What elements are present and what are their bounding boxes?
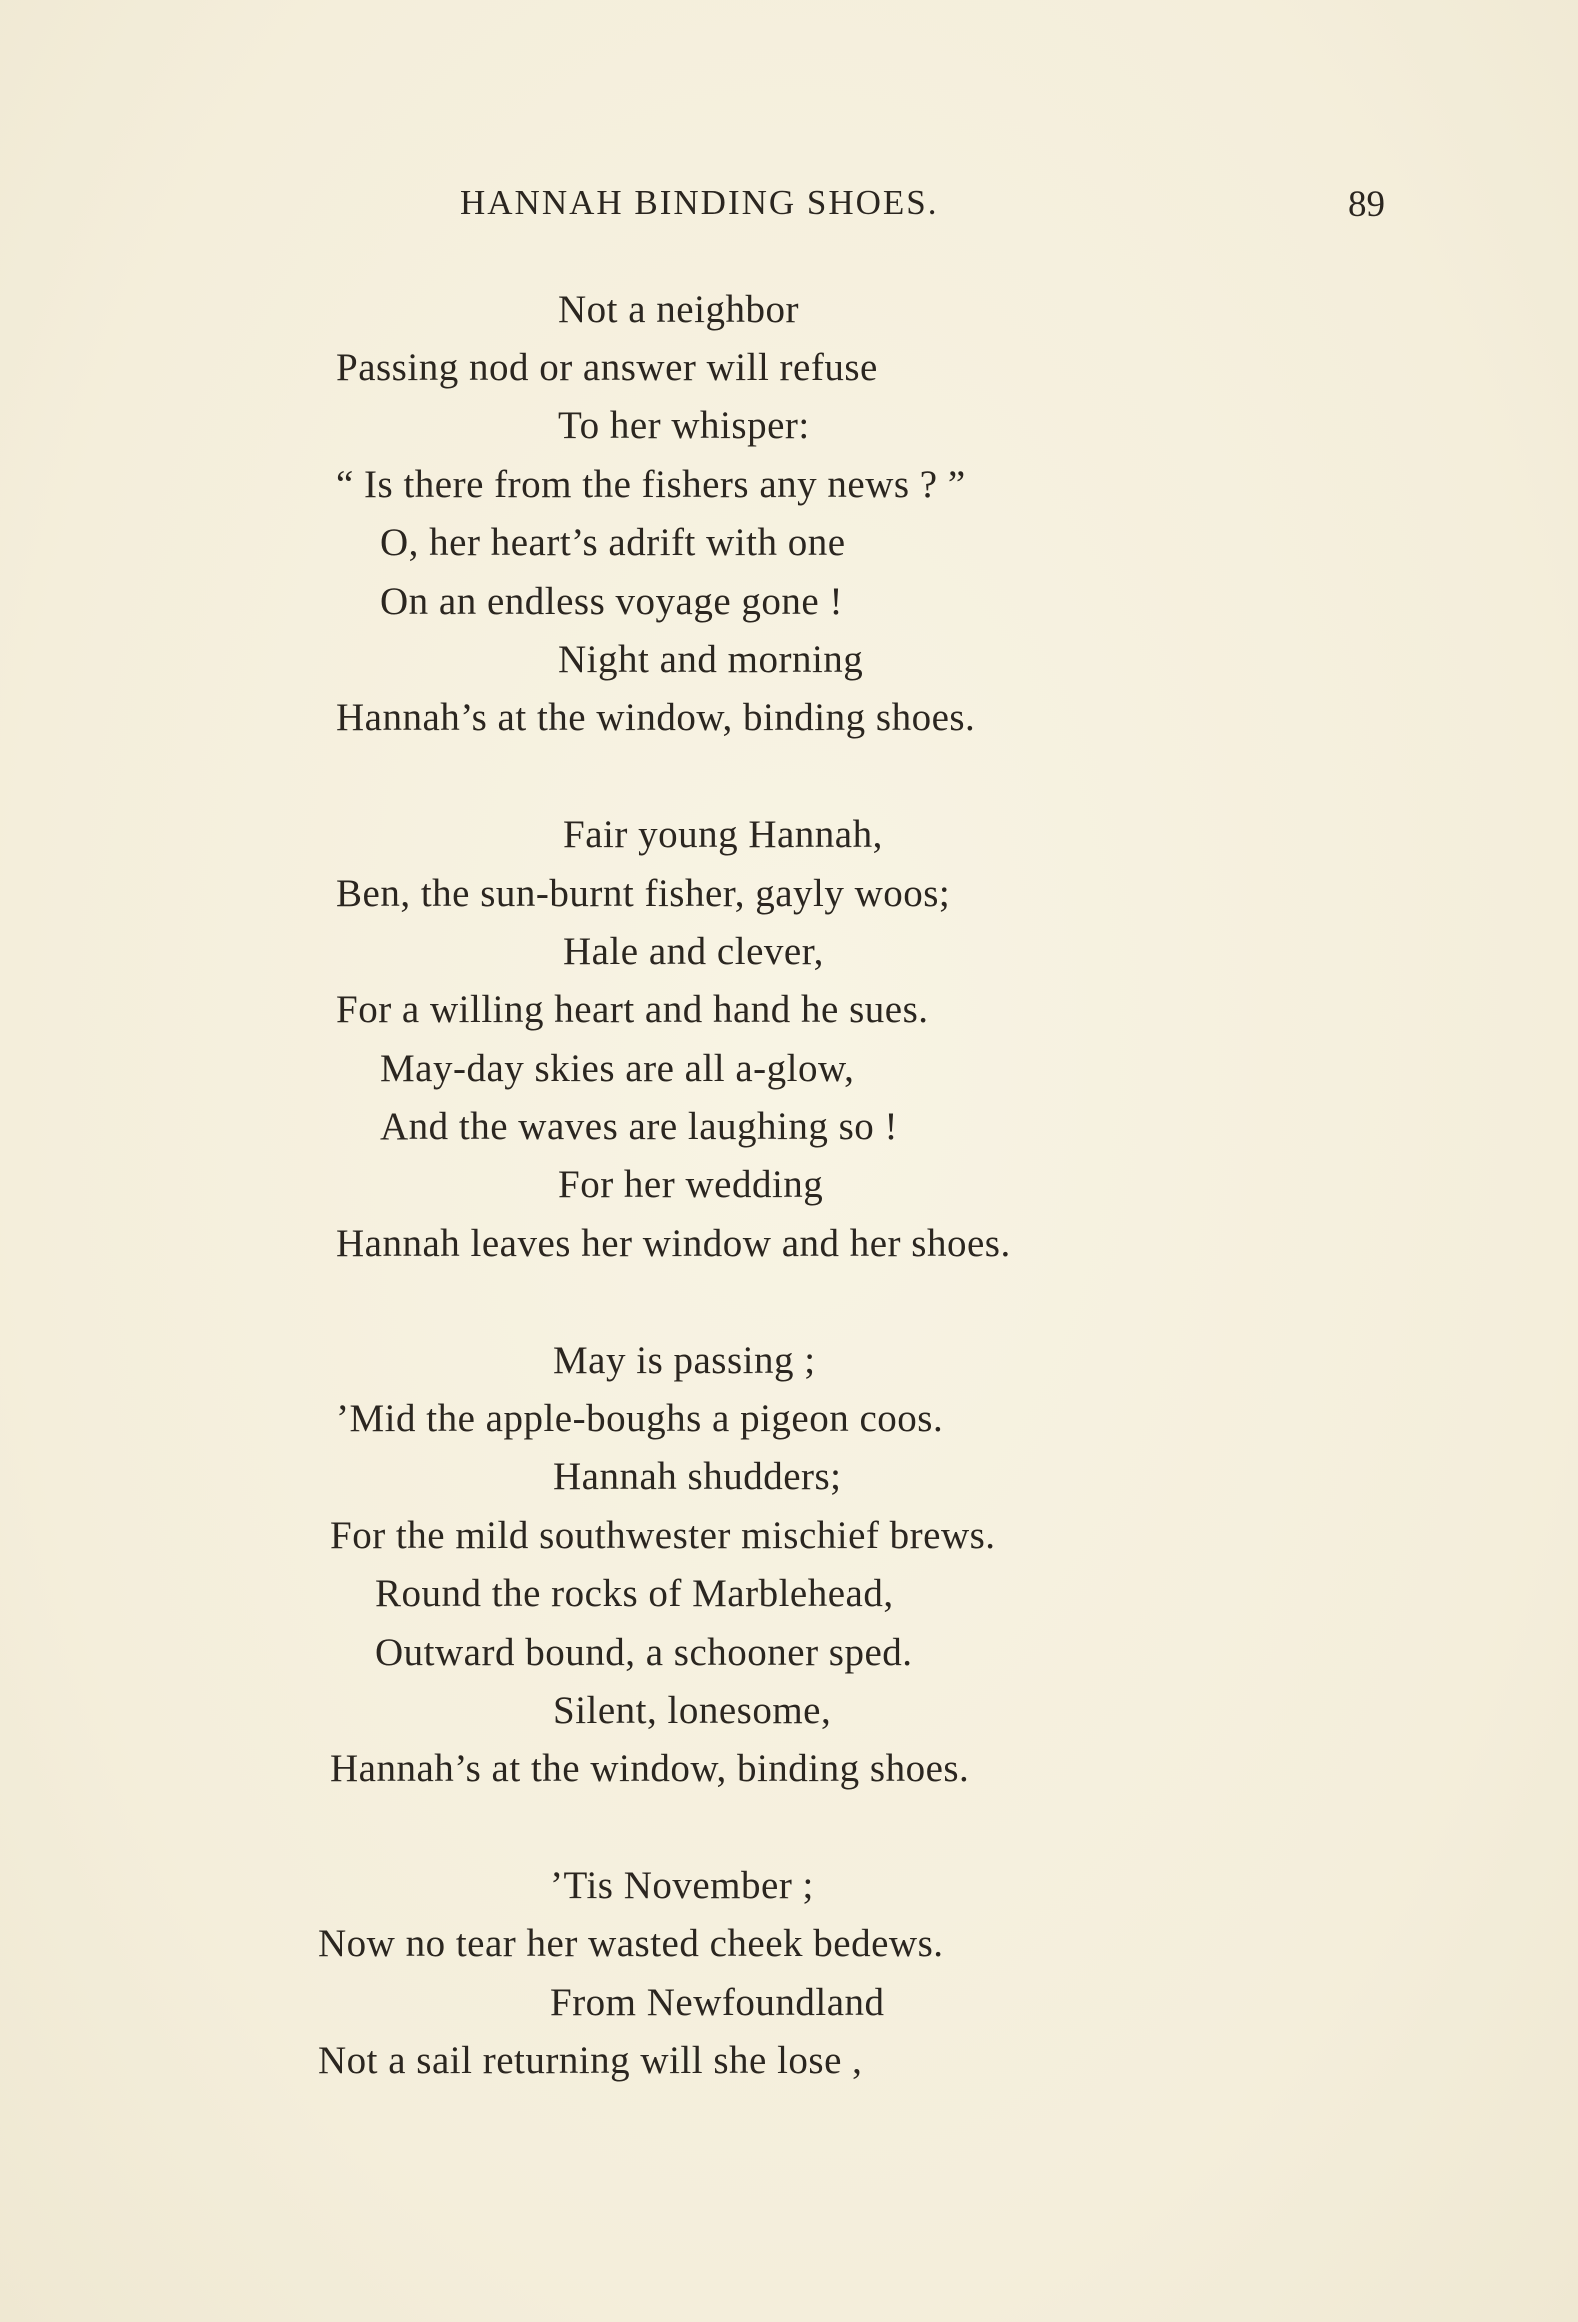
poem-line: For a willing heart and hand he sues. (336, 988, 929, 1031)
running-title: HANNAH BINDING SHOES. (460, 183, 939, 222)
poem-line: Hannah’s at the window, binding shoes. (330, 1747, 970, 1790)
poem-line: Night and morning (558, 638, 864, 681)
poem-line: O, her heart’s adrift with one (380, 521, 846, 564)
poem-line: Passing nod or answer will refuse (336, 346, 878, 389)
poem-line: Not a sail returning will she lose , (318, 2039, 863, 2082)
poem-line: ’Tis November ; (550, 1864, 814, 1907)
poem-line: May-day skies are all a-glow, (380, 1047, 855, 1090)
poem-line: Hale and clever, (563, 930, 824, 973)
poem-line: “ Is there from the fishers any news ? ” (336, 463, 966, 506)
poem-line: Hannah’s at the window, binding shoes. (336, 696, 976, 739)
poem-line: Hannah leaves her window and her shoes. (336, 1222, 1011, 1265)
poem-line: Silent, lonesome, (553, 1689, 832, 1732)
poem-line: For her wedding (558, 1163, 824, 1206)
poem-line: From Newfoundland (550, 1981, 885, 2024)
poem-line: To her whisper: (558, 404, 810, 447)
poem-line: May is passing ; (553, 1339, 816, 1382)
page-number: 89 (1348, 184, 1385, 225)
poem-line: Outward bound, a schooner sped. (375, 1631, 913, 1674)
poem-line: Ben, the sun-burnt fisher, gayly woos; (336, 872, 951, 915)
poem-line: For the mild southwester mischief brews. (330, 1514, 996, 1557)
poem-line: Now no tear her wasted cheek bedews. (318, 1922, 944, 1965)
poem-line: Fair young Hannah, (563, 813, 883, 856)
poem-line: Hannah shudders; (553, 1455, 842, 1498)
poem-line: And the waves are laughing so ! (380, 1105, 899, 1148)
poem-line: Round the rocks of Marblehead, (375, 1572, 894, 1615)
poem-line: Not a neighbor (558, 288, 799, 331)
page-header (460, 183, 1390, 233)
poem-line: On an endless voyage gone ! (380, 580, 843, 623)
poem-line: ’Mid the apple-boughs a pigeon coos. (336, 1397, 944, 1440)
